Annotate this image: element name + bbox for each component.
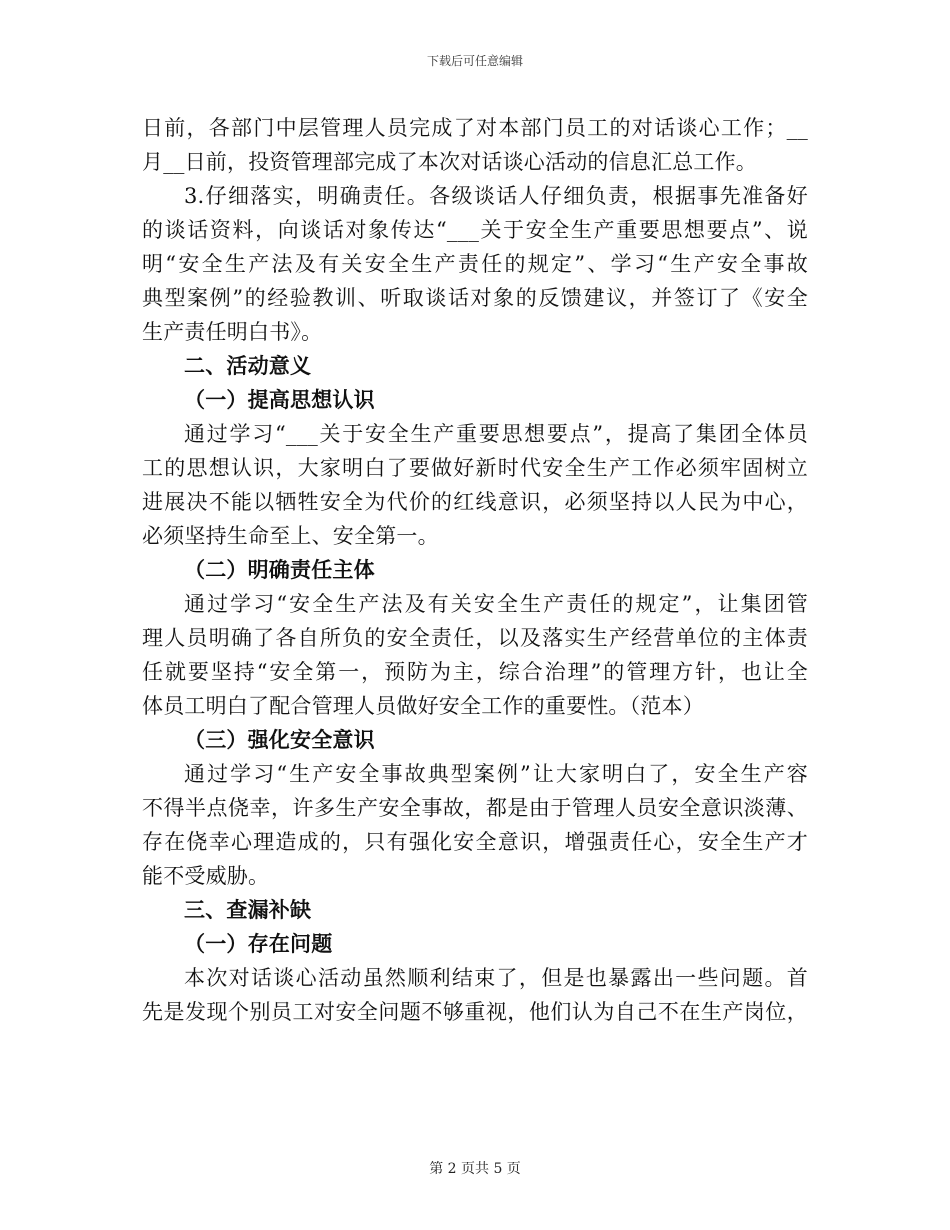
paragraph-line: 能不受威胁。 — [142, 864, 270, 888]
paragraph-line: 本次对话谈心活动虽然顺利结束了，但是也暴露出一些问题。首 — [184, 966, 808, 990]
paragraph-line: 先是发现个别员工对安全问题不够重视，他们认为自己不在生产岗位， — [142, 1000, 808, 1024]
subsection-heading: （一）存在问题 — [184, 932, 333, 956]
paragraph-line: 体员工明白了配合管理人员做好安全工作的重要性。（范本） — [142, 694, 704, 718]
paragraph-line: 通过学习“安全生产法及有关安全生产责任的规定”，让集团管 — [184, 592, 808, 616]
paragraph-line: 不得半点侥幸，许多生产安全事故，都是由于管理人员安全意识淡薄、 — [142, 796, 808, 820]
paragraph-line: 3.仔细落实，明确责任。各级谈话人仔细负责，根据事先准备好 — [184, 184, 808, 208]
subsection-heading: （二）明确责任主体 — [184, 558, 375, 582]
section-heading: 二、活动意义 — [184, 354, 312, 378]
paragraph-line: 进展决不能以牺牲安全为代价的红线意识，必须坚持以人民为中心， — [142, 490, 808, 514]
paragraph-line: 通过学习“生产安全事故典型案例”让大家明白了，安全生产容 — [184, 762, 808, 786]
paragraph-line: 任就要坚持“安全第一，预防为主，综合治理”的管理方针，也让全 — [142, 660, 808, 684]
page-number: 第 2 页共 5 页 — [429, 1161, 521, 1177]
section-heading: 三、查漏补缺 — [184, 898, 312, 922]
paragraph-line: 明“安全生产法及有关安全生产责任的规定”、学习“生产安全事故 — [142, 252, 808, 276]
paragraph-line: 日前，各部门中层管理人员完成了对本部门员工的对话谈心工作；__ — [142, 116, 808, 140]
paragraph-line: 必须坚持生命至上、安全第一。 — [142, 524, 439, 548]
paragraph-line: 的谈话资料，向谈话对象传达“___关于安全生产重要思想要点”、说 — [142, 218, 808, 242]
subsection-heading: （三）强化安全意识 — [184, 728, 375, 752]
page-header: 下载后可任意编辑 — [426, 54, 523, 68]
paragraph-line: 理人员明确了各自所负的安全责任，以及落实生产经营单位的主体责 — [142, 626, 808, 650]
paragraph-line: 生产责任明白书》。 — [142, 320, 323, 344]
paragraph-line: 典型案例”的经验教训、听取谈话对象的反馈建议，并签订了《安全 — [142, 286, 808, 310]
subsection-heading: （一）提高思想认识 — [184, 388, 375, 412]
document-body — [142, 111, 808, 1029]
paragraph-line: 工的思想认识，大家明白了要做好新时代安全生产工作必须牢固树立 — [142, 456, 808, 480]
paragraph-line: 存在侥幸心理造成的，只有强化安全意识，增强责任心，安全生产才 — [142, 830, 808, 854]
paragraph-line: 通过学习“___关于安全生产重要思想要点”，提高了集团全体员 — [184, 422, 808, 446]
paragraph-line: 月__日前，投资管理部完成了本次对话谈心活动的信息汇总工作。 — [142, 150, 757, 174]
